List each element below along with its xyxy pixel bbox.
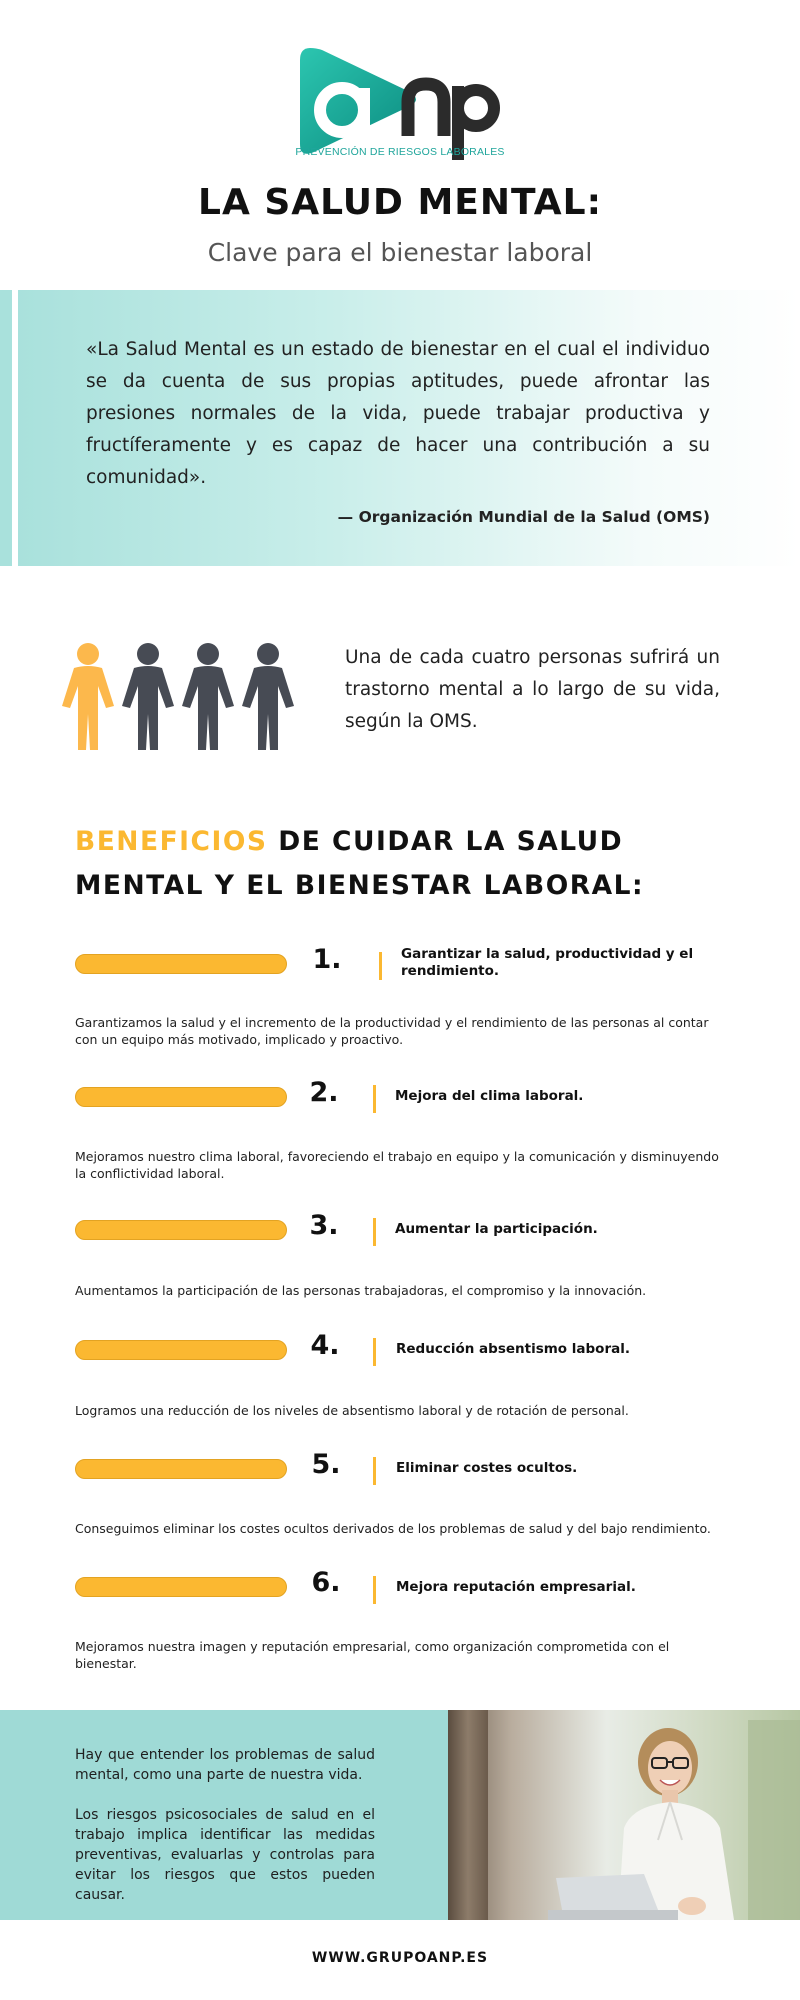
page-title: LA SALUD MENTAL:	[198, 182, 602, 223]
benefit-title: Garantizar la salud, productividad y el rendimiento.	[401, 946, 694, 979]
benefit-divider	[373, 1085, 376, 1113]
benefit-desc: Garantizamos la salud y el incremento de la productividad y el rendimiento de las personas al contar con un equipo más motivado, implicado y proactivo.	[75, 1015, 709, 1047]
benefits-title	[75, 820, 755, 908]
benefit-title: Mejora del clima laboral.	[395, 1088, 584, 1104]
people-figures	[58, 640, 302, 752]
logo-tagline: PREVENCIÓN DE RIESGOS LABORALES	[295, 146, 505, 158]
benefit-number: 5.	[311, 1449, 341, 1480]
benefit-number: 1.	[312, 944, 342, 975]
benefit-pill	[75, 954, 287, 974]
benefit-title: Aumentar la participación.	[395, 1221, 598, 1237]
benefits-title-rest: DE CUIDAR LA SALUD MENTAL Y EL BIENESTAR LABORAL:	[75, 826, 645, 901]
stat-text: Una de cada cuatro personas sufrirá un trastorno mental a lo largo de su vida, según la OMS.	[345, 647, 720, 732]
benefits-title-accent: BENEFICIOS	[75, 826, 268, 857]
page-subtitle: Clave para el bienestar laboral	[207, 238, 593, 267]
benefit-divider	[373, 1576, 376, 1604]
benefit-pill	[75, 1340, 287, 1360]
bottom-paragraph-2: Los riesgos psicosociales de salud en el trabajo implica identificar las medidas preventivas, evaluarlas y controlas para evitar los riesgos que estos pueden causar.	[75, 1807, 375, 1903]
quote-accent-bar	[0, 290, 12, 566]
benefit-title: Eliminar costes ocultos.	[396, 1460, 578, 1476]
benefit-number: 3.	[309, 1210, 339, 1241]
benefit-number: 2.	[309, 1077, 339, 1108]
person-icon-highlight	[62, 643, 114, 750]
office-woman-photo	[448, 1710, 800, 1920]
quote-text: «La Salud Mental es un estado de bienestar en el cual el individuo se da cuenta de sus propias aptitudes, puede afrontar las presiones normales de la vida, puede trabajar productiva y fructíferamente y es capaz de hacer una contribución a su comunidad».	[86, 339, 710, 488]
quote-author: — Organización Mundial de la Salud (OMS)	[337, 508, 710, 526]
benefit-divider	[379, 952, 382, 980]
benefit-divider	[373, 1457, 376, 1485]
bottom-paragraph-1: Hay que entender los problemas de salud mental, como una parte de nuestra vida.	[75, 1747, 375, 1783]
benefit-divider	[373, 1218, 376, 1246]
benefit-title: Mejora reputación empresarial.	[396, 1579, 636, 1595]
benefit-pill	[75, 1577, 287, 1597]
benefit-number: 6.	[311, 1567, 341, 1598]
benefit-divider	[373, 1338, 376, 1366]
benefit-pill	[75, 1220, 287, 1240]
benefit-number: 4.	[310, 1330, 340, 1361]
footer-url[interactable]: WWW.GRUPOANP.ES	[311, 1950, 489, 1966]
benefit-desc: Mejoramos nuestro clima laboral, favoreciendo el trabajo en equipo y la comunicación y disminuyendo la conflictividad laboral.	[75, 1149, 719, 1181]
benefit-desc: Conseguimos eliminar los costes ocultos derivados de los problemas de salud y del bajo rendimiento.	[75, 1521, 711, 1536]
person-icon	[182, 643, 234, 750]
benefit-desc: Mejoramos nuestra imagen y reputación empresarial, como organización comprometida con el bienestar.	[75, 1639, 670, 1671]
person-icon	[242, 643, 294, 750]
benefit-title: Reducción absentismo laboral.	[396, 1341, 630, 1357]
benefit-pill	[75, 1459, 287, 1479]
benefit-pill	[75, 1087, 287, 1107]
person-icon	[122, 643, 174, 750]
benefit-desc: Aumentamos la participación de las personas trabajadoras, el compromiso y la innovación.	[75, 1283, 647, 1298]
benefit-desc: Logramos una reducción de los niveles de absentismo laboral y de rotación de personal.	[75, 1403, 629, 1418]
